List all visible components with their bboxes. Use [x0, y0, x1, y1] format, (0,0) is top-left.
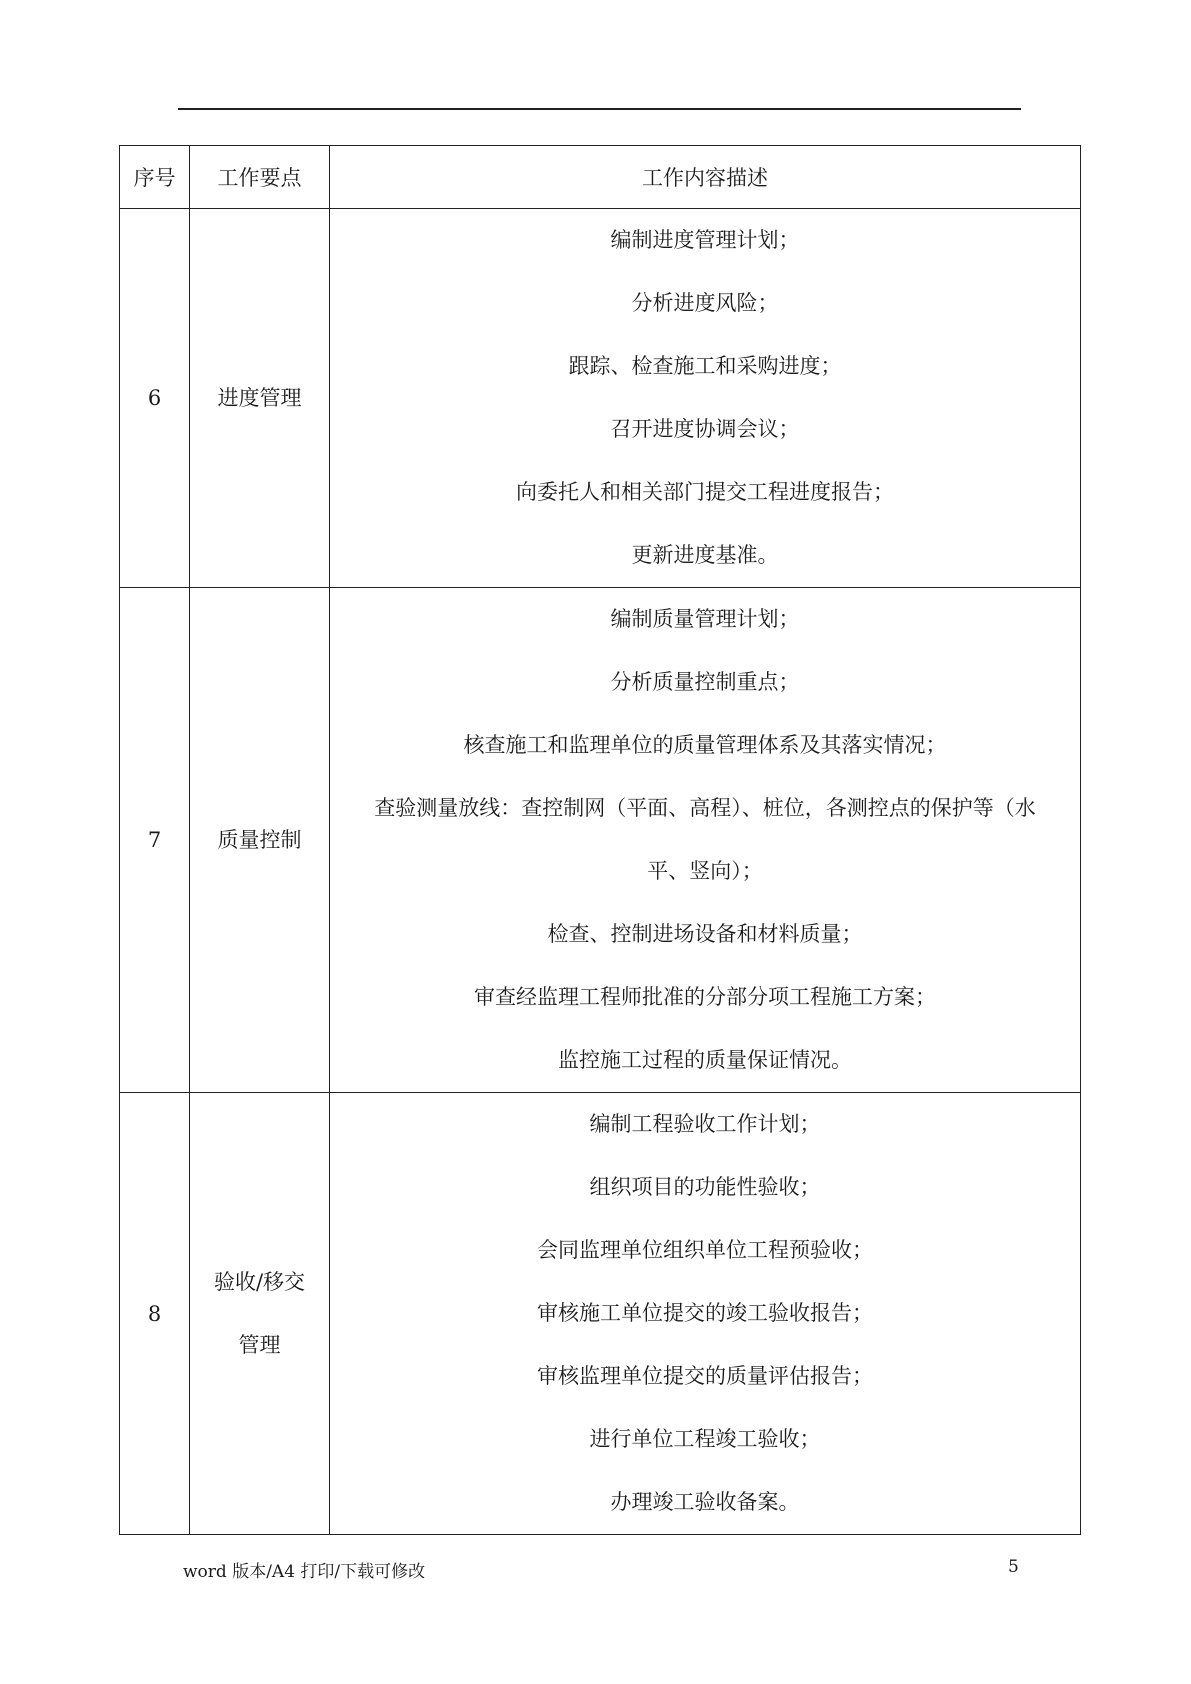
work-content-table: [119, 145, 1081, 1535]
key-point-line: 验收/移交: [213, 1269, 306, 1294]
description-line: 监控施工过程的质量保证情况。: [558, 1048, 852, 1072]
key-point-line: 进度管理: [217, 385, 302, 410]
description-line: 编制工程验收工作计划；: [589, 1112, 821, 1136]
row-key-point: [190, 1093, 330, 1535]
description-line: 更新进度基准。: [631, 543, 779, 567]
description-line: 办理竣工验收备案。: [610, 1490, 800, 1514]
description-line: 查验测量放线：查控制网（平面、高程）、桩位，各测控点的保护等（水: [374, 796, 1036, 820]
header-col-no: 序号: [120, 146, 190, 209]
header-col-key: 工作要点: [190, 146, 330, 209]
header-col-desc: 工作内容描述: [330, 146, 1081, 209]
description-line: 会同监理单位组织单位工程预验收；: [537, 1238, 873, 1262]
row-number: 7: [120, 588, 190, 1093]
description-line: 分析进度风险；: [631, 291, 779, 315]
description-line: 核查施工和监理单位的质量管理体系及其落实情况；: [463, 733, 947, 757]
description-line: 召开进度协调会议；: [610, 417, 800, 441]
description-line: 进行单位工程竣工验收；: [589, 1427, 821, 1451]
description-line: 审查经监理工程师批准的分部分项工程施工方案；: [474, 985, 936, 1009]
description-line: 分析质量控制重点；: [610, 670, 800, 694]
row-description: [330, 209, 1081, 588]
row-number: 6: [120, 209, 190, 588]
page-number: 5: [1008, 1557, 1019, 1577]
description-line: 向委托人和相关部门提交工程进度报告；: [516, 480, 894, 504]
footer-note: word 版本/A4 打印/下载可修改: [183, 1562, 426, 1582]
key-point-line: 管理: [238, 1332, 281, 1357]
description-line: 审核监理单位提交的质量评估报告；: [537, 1364, 873, 1388]
description-line: 组织项目的功能性验收；: [589, 1175, 821, 1199]
table-row: [120, 588, 1081, 1093]
row-description: [330, 588, 1081, 1093]
description-line: 编制进度管理计划；: [610, 228, 800, 252]
table-row: [120, 1093, 1081, 1535]
description-line: 审核施工单位提交的竣工验收报告；: [537, 1301, 873, 1325]
description-line: 跟踪、检查施工和采购进度；: [568, 354, 842, 378]
key-point-line: 质量控制: [217, 827, 302, 852]
description-line: 检查、控制进场设备和材料质量；: [547, 922, 863, 946]
header-rule: [178, 108, 1021, 110]
row-key-point: [190, 209, 330, 588]
description-line: 编制质量管理计划；: [610, 607, 800, 631]
row-description: [330, 1093, 1081, 1535]
table-row: [120, 209, 1081, 588]
row-key-point: [190, 588, 330, 1093]
description-line: 平、竖向）；: [647, 859, 763, 883]
table-header-row: [120, 146, 1081, 209]
row-number: 8: [120, 1093, 190, 1535]
